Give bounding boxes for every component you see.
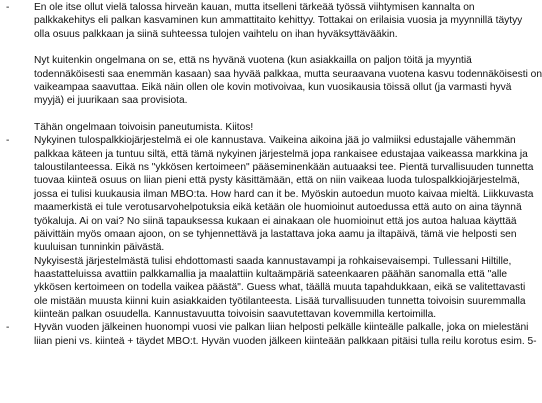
list-item (0, 134, 542, 321)
text-line: palkkaa käteen ja tuntuu siltä, että tämä nykyinen järjestelmä jopa rankaisee edustajaa vaikeassa markkina ja (34, 148, 528, 160)
text-line: ole mistään muusta kiinni kuin asiakkaiden työtilanteesta. Lisää turvallisuuden tunnetta toivoisin suuremmalla (34, 295, 526, 307)
text-line: Nyt kuitenkin ongelmana on se, että ns hyvänä vuotena (kun asiakkailla on paljon töitä ja myyntiä (34, 55, 472, 67)
text-line: Hyvän vuoden jälkeinen huonompi vuosi vie palkan liian helposti pelkälle kiinteälle palkalle, joka on mielestäni (34, 322, 529, 334)
text-line: myyjä) ei juurikaan saa provisiota. (34, 95, 188, 107)
text-line: En ole itse ollut vielä talossa hirveän kauan, mutta itselleni tärkeää työssä viihtymisen kannalta on (34, 2, 475, 13)
list-bullet: - (6, 135, 10, 147)
text-line: jossa ei tulisi kuukausia ilman MBO:ta. How hard can it be. Myöskin autoedun muoto kaivaa mieltä. Liikkuvasta (34, 188, 534, 200)
list-item (0, 1, 542, 134)
text-line: haastatteluissa avattiin palkkamallia ja maalattiin kultaämpäriä sateenkaaren päähän sanomalla että "alle (34, 268, 508, 280)
text-line: tuovaa kiinteä osuus on liian pieni että pysty käsittämään, että on niin vaikeaa luoda tulospalkkiojärjestelmä, (34, 175, 520, 187)
text-line: kuuluisan tunninkin päivästä. (34, 242, 165, 254)
list-item (0, 321, 542, 348)
text-line: todennäköisesti saa enemmän kasaan) saa hyvää palkkaa, mutta seuraavana vuotena kasvu todennäköisesti on (34, 68, 542, 80)
text-line: Nykyisestä järjestelmästä tulisi ehdottomasti saada kannustavampi ja rohkaisevaisempi. Tullessani Hiltille, (34, 255, 512, 267)
text-line: ykkösen kertoimeen on todella vaikea päästä". Guess what, täällä muuta tapahdukkaan, eikä se valitettavasti (34, 282, 526, 294)
list-bullet: - (6, 322, 10, 334)
paragraph-gap (34, 41, 536, 54)
text-line: työkaluja. Ai on vai? No siinä tapauksessa kukaan ei ainakaan ole huomioinut että jos autoa haluaa käyttää (34, 215, 517, 227)
text-line: palkkakehitys eli palkan kasvaminen kun ammattitaito kehittyy. Tottakai on erilaisia vuosia ja myynnillä täytyy (34, 15, 523, 27)
text-line: kiinteän palkan osuudella. Kannustavuutta toivoisin saavutettavan kovemmilla kertoimilla. (34, 308, 437, 320)
paragraph-gap (34, 108, 536, 121)
text-line: vaikeampaa saavuttaa. Eikä näin ollen ole kovin motivoivaa, kun vuosikausia töissä ollut (ja varmasti hyvä (34, 82, 512, 94)
text-line: olla osuus palkkaan ja siinä suhteessa tulojen vaihtelu on ihan hyväksyttävääkin. (34, 28, 398, 40)
text-line: liian pieni vs. kiinteä + täydet MBO:t. Hyvän vuoden jälkeen kiinteään palkkaan pitäisi tulla reilu korotus esim. 5- (34, 335, 537, 347)
text-line: päivittäin myös omaan ajoon, on se tyhjennettävä ja lastattava joka aamu ja iltapäivä, tämä vie helposti sen (34, 228, 517, 240)
text-line: taloustilanteessa. Eikä ns "ykkösen kertoimeen" pääseminenkään autuaaksi tee. Pientä turvallisuuden tunnetta (34, 162, 534, 174)
document-body (0, 1, 542, 348)
text-line: Nykyinen tulospalkkiojärjestelmä ei ole kannustava. Vaikeina aikoina jää jo valmiiksi edustajalle vähemmän (34, 135, 516, 147)
text-line: maamerkistä ei tule verotusarvohelpotuksia eikä ketään ole huomioinut autoedussa että auto on aina täynnä (34, 202, 522, 214)
list-bullet: - (6, 2, 10, 13)
text-line: Tähän ongelmaan toivoisin paneutumista. Kiitos! (34, 122, 254, 134)
